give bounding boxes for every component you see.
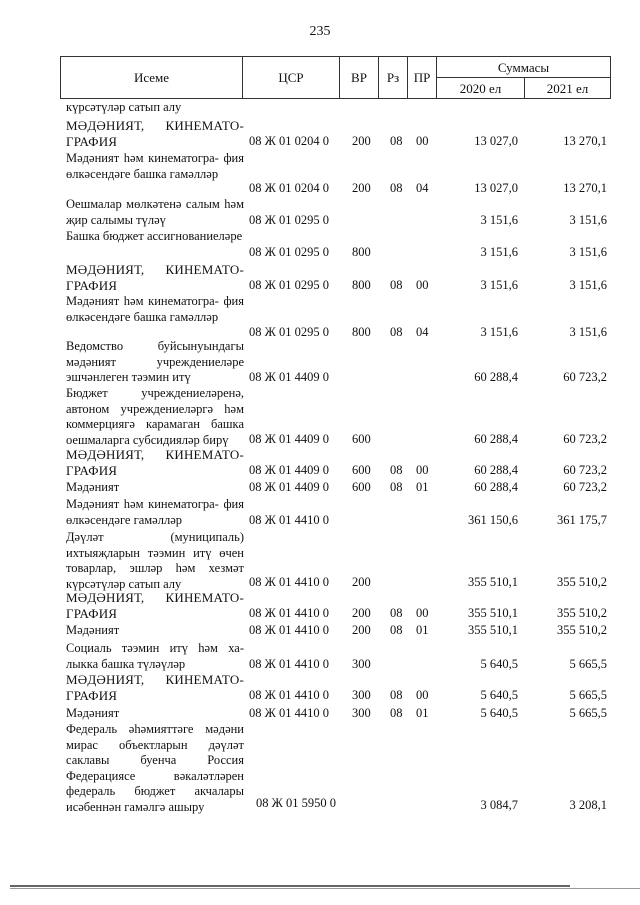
row-rz: 08 [390, 606, 403, 620]
row-vr: 300 [352, 657, 371, 671]
row-pr: 00 [416, 463, 429, 477]
row-csr: 08 Ж 01 4409 0 [249, 463, 329, 477]
row-vr: 600 [352, 463, 371, 477]
row-pr: 01 [416, 480, 429, 494]
row-sum-2020: 355 510,1 [468, 623, 518, 637]
row-vr: 800 [352, 245, 371, 259]
header-pr: ПР [413, 70, 431, 85]
row-sum-2021: 5 665,5 [569, 688, 607, 702]
row-vr: 300 [352, 688, 371, 702]
header-sums: Суммасы [497, 60, 550, 75]
row-sum-2021: 60 723,2 [563, 370, 607, 384]
row-rz: 08 [390, 134, 403, 148]
row-pr: 00 [416, 134, 429, 148]
row-sum-2020: 3 151,6 [480, 325, 518, 339]
row-csr: 08 Ж 01 4409 0 [249, 432, 329, 446]
row-name: Федераль әһәмияттәге мәдәни мирас объектларын дәүләт саклавы буенча Россия Федерациясе вәкаләтләрен федераль бюджет акчалары исәбеннән гамәлгә ашыру [66, 722, 244, 814]
row-name: Бюджет учреждениеләренә, автоном учреждениеләргә һәм коммерциягә карамаган башка оешмаларга субсидияләр бирү [66, 386, 244, 447]
row-csr: 08 Ж 01 0295 0 [249, 213, 329, 227]
row-name: МӘДӘНИЯТ, КИНЕМАТО- ГРАФИЯ [66, 447, 244, 478]
row-name: Социаль тәэмин итү һәм ха- лыкка башка түләүләр [66, 641, 244, 671]
row-name: Мәдәният һәм кинематогра- фия өлкәсендәге гамәлләр [66, 497, 244, 527]
row-csr: 08 Ж 01 4410 0 [249, 606, 329, 620]
page-number: 235 [309, 24, 331, 39]
row-name: МӘДӘНИЯТ, КИНЕМАТО- ГРАФИЯ [66, 118, 244, 149]
row-csr: 08 Ж 01 4410 0 [249, 706, 329, 720]
row-rz: 08 [390, 325, 403, 339]
row-name: МӘДӘНИЯТ, КИНЕМАТО- ГРАФИЯ [66, 262, 244, 293]
row-vr: 800 [352, 278, 371, 292]
row-csr: 08 Ж 01 0295 0 [249, 245, 329, 259]
row-rz: 08 [390, 623, 403, 637]
row-name: МӘДӘНИЯТ, КИНЕМАТО- ГРАФИЯ [66, 590, 244, 621]
row-sum-2020: 60 288,4 [474, 480, 518, 494]
row-name: Оешмалар мөлкәтенә салым һәм җир салымы түләү [66, 197, 244, 227]
row-rz: 08 [390, 278, 403, 292]
row-name: Мәдәният [66, 480, 120, 494]
row-csr: 08 Ж 01 4410 0 [249, 688, 329, 702]
row-rz: 08 [390, 480, 403, 494]
row-sum-2020: 60 288,4 [474, 432, 518, 446]
row-csr: 08 Ж 01 4409 0 [249, 370, 329, 384]
row-sum-2021: 60 723,2 [563, 480, 607, 494]
header-name: Исеме [133, 70, 170, 85]
row-vr: 600 [352, 432, 371, 446]
row-sum-2021: 3 151,6 [569, 245, 607, 259]
row-pr: 00 [416, 278, 429, 292]
row-sum-2020: 13 027,0 [474, 134, 518, 148]
row-rz: 08 [390, 463, 403, 477]
row-vr: 300 [352, 706, 371, 720]
row-sum-2021: 60 723,2 [563, 463, 607, 477]
row-name: Мәдәният һәм кинематогра- фия өлкәсендәге башка гамәлләр [66, 151, 244, 181]
row-sum-2020: 3 151,6 [480, 245, 518, 259]
row-vr: 800 [352, 325, 371, 339]
row-csr: 08 Ж 01 0204 0 [249, 134, 329, 148]
row-name: МӘДӘНИЯТ, КИНЕМАТО- ГРАФИЯ [66, 672, 244, 703]
row-sum-2020: 60 288,4 [474, 370, 518, 384]
header-vr: ВР [351, 70, 367, 85]
row-name: Башка бюджет ассигнованиеләре [66, 229, 243, 243]
row-vr: 200 [352, 181, 371, 195]
row-sum-2021: 3 208,1 [569, 798, 607, 812]
row-rz: 08 [390, 706, 403, 720]
row-sum-2020: 5 640,5 [480, 657, 518, 671]
row-sum-2021: 355 510,2 [557, 623, 607, 637]
row-sum-2021: 60 723,2 [563, 432, 607, 446]
row-vr: 200 [352, 606, 371, 620]
row-csr: 08 Ж 01 4410 0 [249, 623, 329, 637]
row-sum-2020: 5 640,5 [480, 688, 518, 702]
row-sum-2020: 60 288,4 [474, 463, 518, 477]
row-sum-2020: 3 151,6 [480, 278, 518, 292]
header-year1: 2020 ел [459, 81, 502, 96]
row-csr: 08 Ж 01 4409 0 [249, 480, 329, 494]
row-sum-2020: 355 510,1 [468, 606, 518, 620]
row-vr: 600 [352, 480, 371, 494]
row-pr: 04 [416, 181, 429, 195]
row-rz: 08 [390, 181, 403, 195]
row-sum-2020: 361 150,6 [468, 513, 518, 527]
row-sum-2020: 3 151,6 [480, 213, 518, 227]
row-pr: 00 [416, 606, 429, 620]
row-name: Мәдәният һәм кинематогра- фия өлкәсендәге башка гамәлләр [66, 294, 244, 324]
row-sum-2021: 3 151,6 [569, 278, 607, 292]
row-sum-2020: 5 640,5 [480, 706, 518, 720]
row-sum-2020: 13 027,0 [474, 181, 518, 195]
row-csr: 08 Ж 01 4410 0 [249, 513, 329, 527]
row-csr: 08 Ж 01 0295 0 [249, 278, 329, 292]
row-sum-2021: 361 175,7 [557, 513, 607, 527]
row-sum-2021: 5 665,5 [569, 657, 607, 671]
row-csr: 08 Ж 01 4410 0 [249, 575, 329, 589]
row-name: күрсәтүләр сатып алу [66, 100, 182, 114]
row-sum-2021: 3 151,6 [569, 325, 607, 339]
header-year2: 2021 ел [546, 81, 589, 96]
row-vr: 200 [352, 575, 371, 589]
row-csr: 08 Ж 01 0295 0 [249, 325, 329, 339]
row-sum-2020: 3 084,7 [480, 798, 518, 812]
row-csr: 08 Ж 01 0204 0 [249, 181, 329, 195]
header-csr: ЦСР [278, 70, 304, 85]
row-name: Дәүләт (муниципаль) ихтыяҗларын тәэмин итү өчен товарлар, эшләр һәм хезмәт күрсәтүләр сатып алу [66, 530, 244, 591]
row-vr: 200 [352, 134, 371, 148]
row-name: Мәдәният [66, 623, 120, 637]
row-pr: 00 [416, 688, 429, 702]
row-rz: 08 [390, 688, 403, 702]
header-rz: Рз [386, 70, 400, 85]
row-sum-2021: 355 510,2 [557, 606, 607, 620]
row-sum-2021: 3 151,6 [569, 213, 607, 227]
row-sum-2021: 13 270,1 [563, 134, 607, 148]
row-name: Мәдәният [66, 706, 120, 720]
row-sum-2021: 13 270,1 [563, 181, 607, 195]
row-csr: 08 Ж 01 5950 0 [256, 796, 336, 810]
row-pr: 04 [416, 325, 429, 339]
row-sum-2020: 355 510,1 [468, 575, 518, 589]
bottom-rule [10, 888, 640, 895]
row-pr: 01 [416, 623, 429, 637]
row-pr: 01 [416, 706, 429, 720]
row-csr: 08 Ж 01 4410 0 [249, 657, 329, 671]
row-vr: 200 [352, 623, 371, 637]
row-sum-2021: 355 510,2 [557, 575, 607, 589]
row-name: Ведомство буйсынуындагы мәдәният учреждениеләре эшчәнлеген тәэмин итү [66, 339, 244, 384]
row-sum-2021: 5 665,5 [569, 706, 607, 720]
